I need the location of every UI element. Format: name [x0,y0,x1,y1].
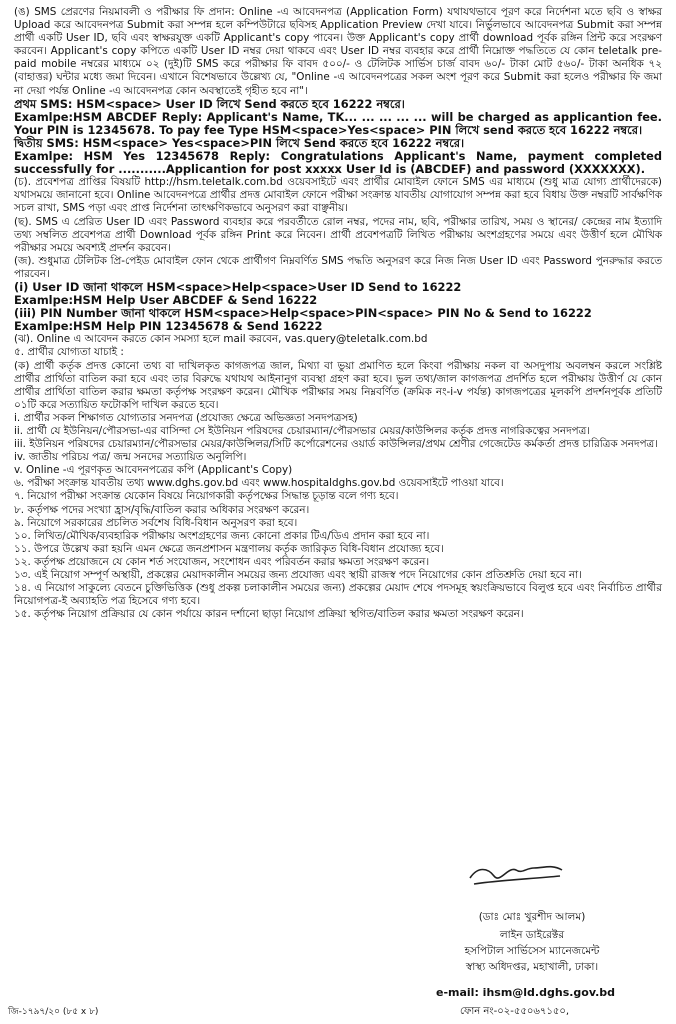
notice-paragraph: Examlpe: HSM Yes 12345678 Reply: Congratulations Applicant's Name, payment completed successfully for ...........Applicantion for post xxxxx User Id is (ABCDEF) and password (XXXXXXX). [14,149,662,177]
notice-paragraph: ১২. কর্তৃপক্ষ প্রয়োজনে যে কোন শর্ত সংযোজন, সংশোধন এবং পরিবর্তন করার ক্ষমতা সংরক্ষণ করেন। [14,555,430,568]
notice-paragraph: v. Online -এ পূরণকৃত আবেদনপত্রের কপি (Applicant's Copy) [14,464,293,477]
signer-name: (ডাঃ মোঃ খুরশীদ আলম) [478,911,586,923]
contact-email: e-mail: ihsm@ld.dghs.gov.bd [436,986,616,999]
notice-paragraph: ৭. নিয়োগ পরীক্ষা সংক্রান্ত যেকোন বিষয়ে নিয়োগকারী কর্তৃপক্ষের সিদ্ধান্ত চূড়ান্ত বলে গণ্য হবে। [14,490,399,503]
notice-paragraph: (চ). প্রবেশপত্র প্রাপ্তির বিষয়টি http://hsm.teletalk.com.bd ওয়েবসাইটে এবং প্রার্থীর মোবাইল ফোনে SMS এর মাধ্যমে (শুধু মাত্র যোগ্য প্রার্থীদেরকে) যথাসময়ে জানানো হবে। Online আবেদনপত্রে প্রার্থীর প্রদত্ত মোবাইল ফোনে পরীক্ষা সংক্রান্ত যাবতীয় যোগাযোগ সম্পন্ন করা হবে বিধায় উক্ত নম্বরটি সার্বক্ষণিক সচল রাখা, SMS পড়া এবং প্রাপ্ত নির্দেশনা তাৎক্ষণিকভাবে অনুসরণ করা বাঞ্ছনীয়। [14,176,662,215]
notice-paragraph: Examlpe:HSM ABCDEF Reply: Applicant's Name, TK... ... ... ... ... will be charged as applicantion fee. Your PIN is 12345678. To pay fee Type HSM<space>Yes<space> PIN লিখে send করতে হবে 16222 নম্বরে। [14,109,662,137]
notice-paragraph: ১১. উপরে উল্লেখ করা হয়নি এমন ক্ষেত্রে জনপ্রশাসন মন্ত্রণালয় কর্তৃক জারিকৃত বিধি-বিধান প্রযোজ্য হবে। [14,542,444,555]
notice-paragraph: Examlpe:HSM Help PIN 12345678 & Send 16222 [14,319,323,334]
notice-paragraph: (iii) PIN Number জানা থাকলে HSM<space>Help<space>PIN<space> PIN No & Send to 16222 [14,306,592,321]
notice-paragraph: দ্বিতীয় SMS: HSM<space> Yes<space>PIN লিখে Send করতে হবে 16222 নম্বরে। [14,135,465,150]
notice-paragraph: (জ). শুধুমাত্র টেলিটক প্রি-পেইড মোবাইল ফোন থেকে প্রার্থীগণ নিম্নবর্ণিত SMS পদ্ধতি অনুসরণ করে নিজ নিজ User ID এবং Password পুনরুদ্ধার করতে পারবেন। [14,254,662,280]
notice-paragraph: (i) User ID জানা থাকলে HSM<space>Help<space>User ID Send to 16222 [14,279,462,294]
notice-paragraph: (ঝ). Online এ আবেদন করতে কোন সমস্যা হলে mail করবেন, vas.query@teletalk.com.bd [14,333,428,346]
notice-paragraph: ১৫. কর্তৃপক্ষ নিয়োগ প্রক্রিয়ার যে কোন পর্যায়ে কারন দর্শানো ছাড়া নিয়োগ প্রক্রিয়া স্থগিত/বাতিল করার ক্ষমতা সংরক্ষণ করেন। [14,608,524,621]
notice-paragraph: ii. প্রার্থী যে ইউনিয়ন/পৌরসভা-এর বাসিন্দা সে ইউনিয়ন পরিষদের চেয়ারম্যান/পৌরসভার মেয়র/কাউন্সিলর কর্তৃক প্রদত্ত নাগরিকত্বের সনদপত্র। [14,425,590,437]
notice-paragraph: ৮. কর্তৃপক্ষ পদের সংখ্যা হ্রাস/বৃদ্ধি/বাতিল করার অধিকার সংরক্ষণ করেন। [14,503,310,516]
notice-paragraph: ১০. লিখিত/মৌখিক/ব্যবহারিক পরীক্ষায় অংশগ্রহণের জন্য কোনো প্রকার টিএ/ডিএ প্রদান করা হবে না। [14,529,430,542]
footer-code: জি-১৭৯৭/২০ (৮৫ x ৮) [8,1007,99,1017]
signer-title: লাইন ডাইরেক্টর [499,929,565,941]
contact-phone: ফোন নং-০২-৫৫০৬৭১৫০, [460,1006,570,1017]
notice-paragraph: Examlpe:HSM Help User ABCDEF & Send 16222 [14,293,318,308]
notice-paragraph: (ছ). SMS এ প্রেরিত User ID এবং Password ব্যবহার করে পরবর্তীতে রোল নম্বর, পদের নাম, ছবি, পরীক্ষার তারিখ, সময় ও স্থানের/ কেন্দ্রের নাম ইত্যাদি তথ্য সম্বলিত প্রবেশপত্র প্রার্থী Download পূর্বক রঙ্গিন Print করে নিবেন। প্রার্থী প্রবেশপত্রটি লিখিত পরীক্ষায় অংশগ্রহণের সময়ে এবং উত্তীর্ণ হলে মৌখিক পরীক্ষার সময়ে অবশ্যই প্রদর্শন করবেন। [14,215,662,254]
notice-paragraph: iii. ইউনিয়ন পরিষদের চেয়ারম্যান/পৌরসভার মেয়র/কাউন্সিলর/সিটি কর্পোরেশনের ওয়ার্ড কাউন্সিলর/প্রথম শ্রেণীর গেজেটেড কর্মকর্তা প্রদত্ত চারিত্রিক সনদপত্র। [14,438,658,451]
signer-dept: হসপিটাল সার্ভিসেস ম্যানেজমেন্ট [464,945,600,957]
signer-office: স্বাস্থ্য অধিদপ্তর, মহাখালী, ঢাকা। [465,961,599,973]
notice-paragraph: (ক) প্রার্থী কর্তৃক প্রদত্ত কোনো তথ্য বা দাখিলকৃত কাগজপত্র জাল, মিথ্যা বা ভুয়া প্রমাণিত হলে কিংবা পরীক্ষায় নকল বা অসদুপায় অবলম্বন করলে সংশ্লিষ্ট প্রার্থীর প্রার্থিতা বাতিল করা হবে এবং তার বিরুদ্ধে যথাযথ আইনানুগ ব্যবস্থা গ্রহণ করা হবে। ভুল তথ্য/জাল কাগজপত্র প্রদর্শিত হলে পরীক্ষায় উত্তীর্ণ যে কোন প্রার্থীর প্রার্থিতা বাতিল করার ক্ষমতা কর্তৃপক্ষ সংরক্ষণ করেন। মৌখিক পরীক্ষার সময় নিম্নবর্ণিত (ক্রমিক নং-i-v পর্যন্ত) কাগজপত্রের মূলকপি প্রদর্শনপূর্বক প্রতিটি ০১টি করে সত্যায়িত ফটোকপি দাখিল করতে হবে। [14,359,662,411]
notice-paragraph: প্রথম SMS: HSM<space> User ID লিখে Send করতে হবে 16222 নম্বরে। [14,96,405,111]
notice-paragraph: ৯. নিয়োগে সরকারের প্রচলিত সর্বশেষ বিধি-বিধান অনুসরণ করা হবে। [14,516,298,529]
notice-paragraph: iv. জাতীয় পরিচয় পত্র/ জন্ম সনদের সত্যায়িত অনুলিপি। [14,451,247,464]
notice-paragraph: ৫. প্রার্থীর যোগ্যতা যাচাই : [14,346,124,359]
notice-paragraph: (ঙ) SMS প্রেরণের নিয়মাবলী ও পরীক্ষার ফি প্রদান: Online -এ আবেদনপত্র (Application Form) যথাযথভাবে পূরণ করে নির্দেশনা মতে ছবি ও স্বাক্ষর Upload করে আবেদনপত্র Submit করা সম্পন্ন হলে কম্পিউটারে ছবিসহ Application Preview দেখা যাবে। নির্ভুলভাবে আবেদনপত্র Submit করা সম্পন্ন প্রার্থী একটি User ID, ছবি এবং স্বাক্ষরযুক্ত একটি Applicant's copy পাবেন। উক্ত Applicant's copy প্রার্থী download পূর্বক রঙ্গিন প্রিন্ট করে সংরক্ষণ করবেন। Applicant's copy কপিতে একটি User ID নম্বর দেয়া থাকবে এবং User ID নম্বর ব্যবহার করে প্রার্থী নিম্নোক্ত পদ্ধতিতে যে কোন teletalk pre-paid mobile নম্বরের মাধ্যমে ০২ (দুই)টি SMS করে পরীক্ষার ফি বাবদ ৫০০/- ও টেলিটক সার্ভিস চার্জ বাবদ ৬০/- টাকা মোট ৫৬০/- টাকা অনধিক ৭২ (বাহাত্তর) ঘন্টার মধ্যে জমা দিবেন। এখানে বিশেষভাবে উল্লেখ্য যে, "Online -এ আবেদনপত্রের সকল অংশ পূরণ করে Submit করা হলেও পরীক্ষার ফি জমা না দেয়া পর্যন্ত Online -এ আবেদনপত্র কোন অবস্থাতেই গৃহীত হবে না"। [14,6,662,97]
notice-paragraph: ৬. পরীক্ষা সংক্রান্ত যাবতীয় তথ্য www.dghs.gov.bd এবং www.hospitaldghs.gov.bd ওয়েবসাইটে পাওয়া যাবে। [14,477,504,490]
notice-paragraph: ১৪. এ নিয়োগ সাকুল্যে বেতনে চুক্তিভিত্তিক (শুধু প্রকল্প চলাকালীন সময়ের জন্য) প্রকল্পের মেয়াদ শেষে পদসমূহ স্বয়ংক্রিয়ভাবে বিলুপ্ত হবে এবং নির্বাচিত প্রার্থীর নিয়োগপত্র-ই অব্যাহতি পত্র হিসেবে গণ্য হবে। [14,582,662,608]
notice-paragraph: ১৩. এই নিয়োগ সম্পূর্ণ অস্থায়ী, প্রকল্পের মেয়াদকালীন সময়ের জন্য প্রযোজ্য এবং স্থায়ী রাজস্ব পদে নিয়োগের কোন প্রতিশ্রুতি দেয়া হবে না। [14,569,582,582]
notice-paragraph: i. প্রার্থীর সকল শিক্ষাগত যোগ্যতার সনদপত্র (প্রযোজ্য ক্ষেত্রে অভিজ্ঞতা সনদপত্রসহ) [14,411,358,424]
